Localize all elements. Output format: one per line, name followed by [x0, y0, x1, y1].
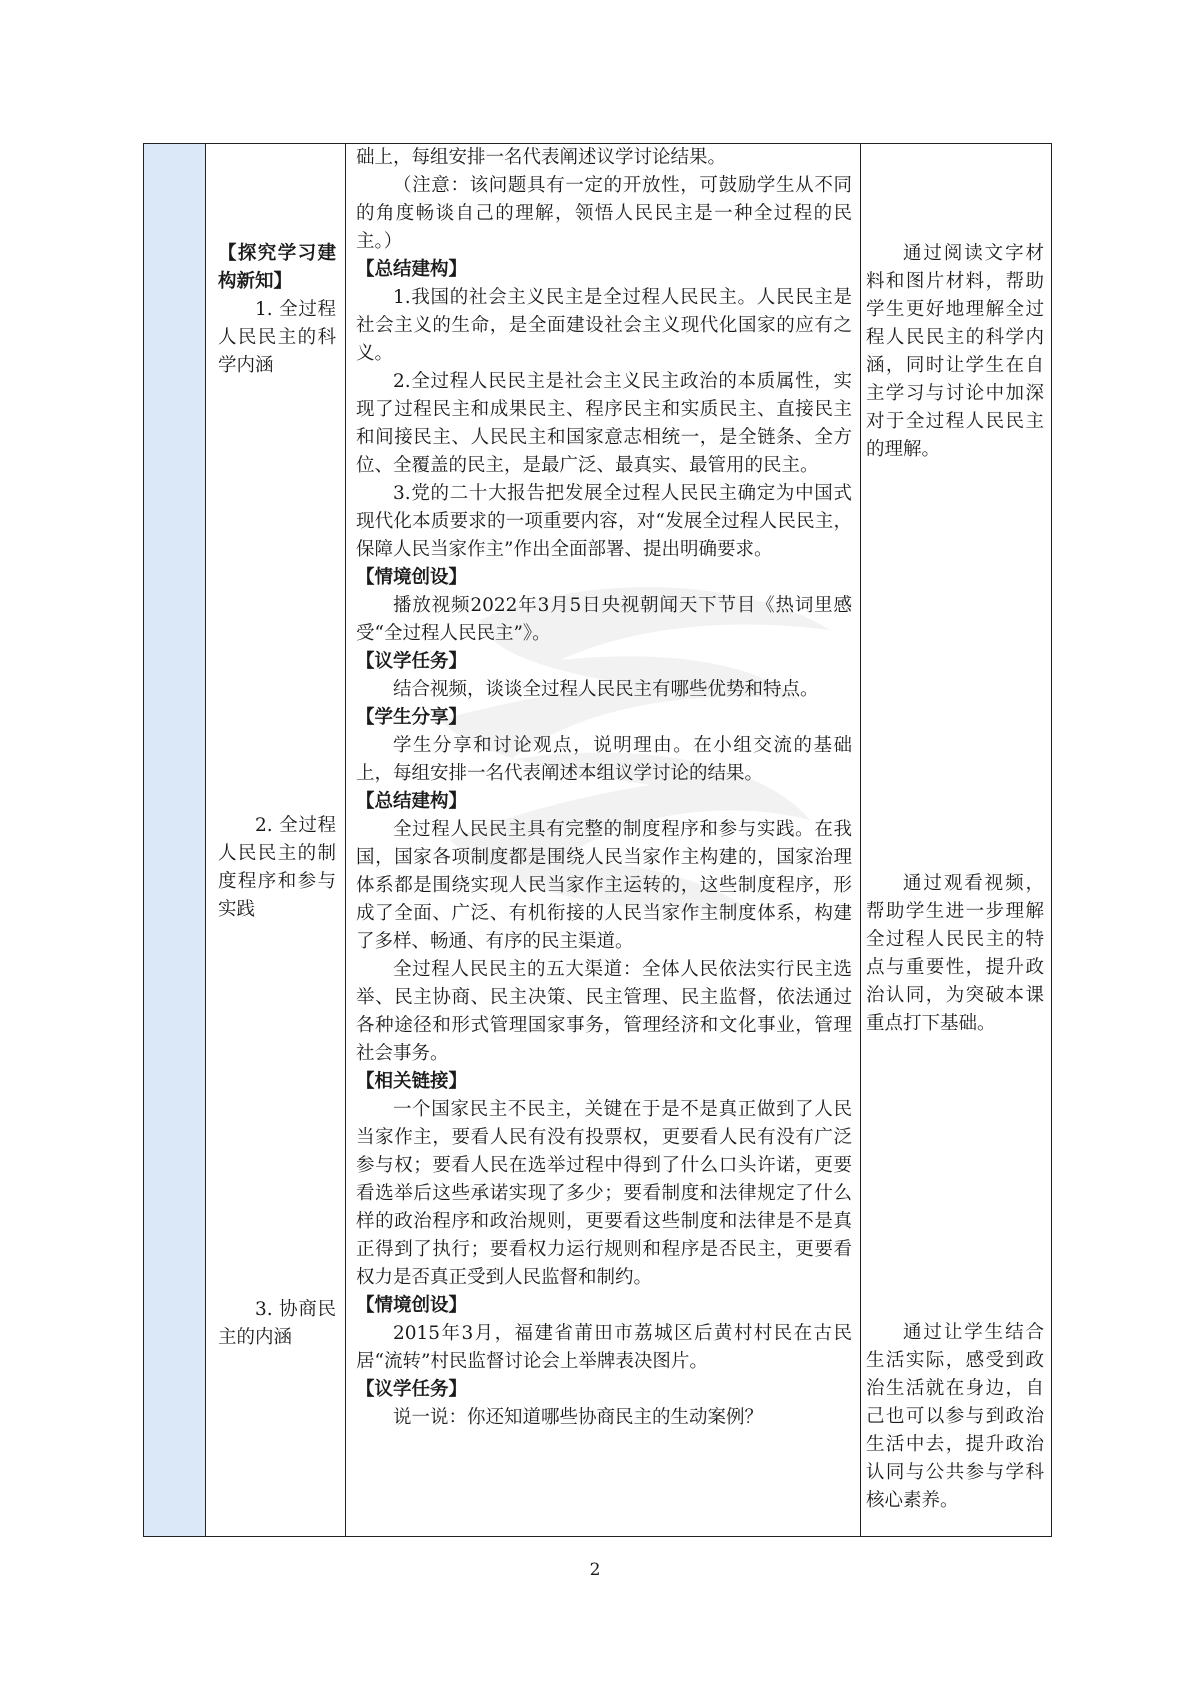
stage-topic-2 [218, 812, 336, 924]
section-label: 【议学任务】 [356, 1379, 468, 1400]
content-para: 3.党的二十大报告把发展全过程人民民主确定为中国式现代化本质要求的一项重要内容，对“发展全过程人民民主，保障人民当家作主”作出全面部署、提出明确要求。 [356, 483, 852, 560]
content-text [356, 144, 852, 1432]
content-para: 全过程人民民主具有完整的制度程序和参与实践。在我国，国家各项制度都是围绕人民当家作主构建的，国家治理体系都是围绕实现人民当家作主运转的，这些制度程序，形成了全面、广泛、有机衔接的人民当家作主制度体系，构建了多样、畅通、有序的民主渠道。 [356, 819, 852, 952]
topic-2: 2. 全过程人民民主的制度程序和参与实践 [218, 815, 336, 920]
content-para: 学生分享和讨论观点，说明理由。在小组交流的基础上，每组安排一名代表阐述本组议学讨论的结果。 [356, 735, 852, 784]
topic-1: 1. 全过程人民民主的科学内涵 [218, 299, 336, 376]
stage-topic-3 [218, 1296, 336, 1352]
topic-3: 3. 协商民主的内涵 [218, 1299, 336, 1348]
content-para: 全过程人民民主的五大渠道：全体人民依法实行民主选举、民主协商、民主决策、民主管理、民主监督，依法通过各种途径和形式管理国家事务，管理经济和文化事业，管理社会事务。 [356, 959, 852, 1064]
content-para: 一个国家民主不民主，关键在于是不是真正做到了人民当家作主，要看人民有没有投票权，更要看人民有没有广泛参与权；要看人民在选举过程中得到了什么口头许诺，更要看选举后这些承诺实现了多少；要看制度和法律规定了什么样的政治程序和政治规则，更要看这些制度和法律是不是真正得到了执行；要看权力运行规则和程序是否民主，更要看权力是否真正受到人民监督和制约。 [356, 1099, 852, 1288]
stage-heading [218, 240, 336, 380]
content-para: （注意：该问题具有一定的开放性，可鼓励学生从不同的角度畅谈自己的理解，领悟人民民主是一种全过程的民主。） [356, 175, 852, 252]
design-note-1: 通过阅读文字材料和图片材料，帮助学生更好地理解全过程人民民主的科学内涵，同时让学生在自主学习与讨论中加深对于全过程人民民主的理解。 [866, 243, 1044, 460]
content-para: 结合视频，谈谈全过程人民民主有哪些优势和特点。 [393, 679, 819, 700]
column-stage-marker [144, 144, 206, 1536]
section-label: 【总结建构】 [356, 259, 468, 280]
content-para: 础上，每组安排一名代表阐述议学讨论结果。 [356, 147, 727, 168]
content-para: 2015年3月，福建省莆田市荔城区后黄村村民在古民居“流转”村民监督讨论会上举牌表决图片。 [356, 1323, 852, 1372]
lesson-table [143, 143, 1052, 1537]
content-para: 说一说：你还知道哪些协商民主的生动案例？ [393, 1407, 764, 1428]
section-label: 【情境创设】 [356, 1295, 468, 1316]
section-label: 【议学任务】 [356, 651, 468, 672]
page-number: 2 [589, 1560, 601, 1580]
section-label: 【学生分享】 [356, 707, 468, 728]
design-note-3: 通过让学生结合生活实际，感受到政治生活就在身边，自己也可以参与到政治生活中去，提升政治认同与公共参与学科核心素养。 [866, 1322, 1044, 1511]
section-label: 【情境创设】 [356, 567, 468, 588]
section-label: 【相关链接】 [356, 1071, 468, 1092]
content-para: 播放视频2022年3月5日央视朝闻天下节目《热词里感受“全过程人民民主”》。 [356, 595, 852, 644]
section-label: 【总结建构】 [356, 791, 468, 812]
content-para: 2.全过程人民民主是社会主义民主政治的本质属性，实现了过程民主和成果民主、程序民主和实质民主、直接民主和间接民主、人民民主和国家意志相统一，是全链条、全方位、全覆盖的民主，是最广泛、最真实、最管用的民主。 [356, 371, 852, 476]
stage-heading-text: 【探究学习建构新知】 [218, 243, 336, 292]
content-para: 1.我国的社会主义民主是全过程人民民主。人民民主是社会主义的生命，是全面建设社会主义现代化国家的应有之义。 [356, 287, 852, 364]
design-note-2: 通过观看视频，帮助学生进一步理解全过程人民民主的特点与重要性，提升政治认同，为突破本课重点打下基础。 [866, 873, 1044, 1034]
